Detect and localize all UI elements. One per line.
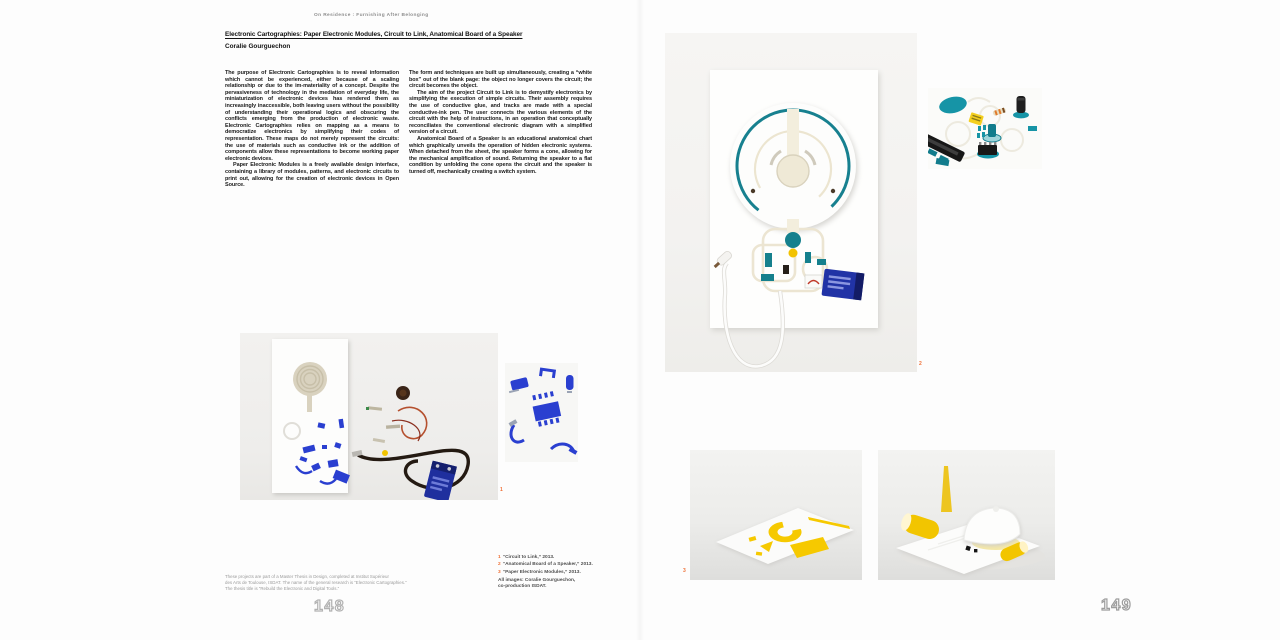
teal-pad-small: [1028, 126, 1037, 131]
caption-number: 3: [498, 569, 501, 575]
yellow-component: [968, 112, 983, 126]
page-number-left: 148: [314, 598, 346, 615]
battery-9v: [821, 269, 864, 301]
credit-line: All images: Coralie Gourguechon,: [498, 578, 576, 584]
image-credit: [498, 578, 643, 590]
figure-3b-illustration: [878, 450, 1055, 580]
figure-3-photo-assembled-speaker: [878, 450, 1055, 580]
figure-1-detail-photo: [505, 363, 578, 462]
figure-1-detail-illustration: [505, 363, 578, 462]
caption-item: [498, 569, 643, 576]
yellow-stick: [941, 466, 952, 512]
figure-1-photo-paper-modules: [240, 333, 498, 500]
pin-pads: [977, 125, 986, 138]
circuit-detail-illustration: [928, 88, 1042, 169]
credit-line: co-production ISDAT.: [498, 584, 547, 590]
caption-number: 2: [498, 562, 501, 568]
circuit-to-link-detail-photo: [928, 88, 1042, 169]
footnote-line: The thesis title is “Rebuild the Electronic and Digital Tools.”: [225, 586, 340, 592]
body-column-2: [409, 70, 592, 176]
white-cone: [964, 506, 1020, 544]
ic-chip: [977, 142, 999, 159]
figure-1-marker: 1: [500, 487, 503, 493]
figure-2-marker: 2: [919, 361, 922, 367]
yellow-tube: [899, 512, 941, 542]
white-sheet: [716, 508, 854, 564]
paragraph: The purpose of Electronic Cartographies is to reveal information which cannot be experienced, either because of a scaling relationship or due to the im-materiality of a concept. Despite the pervasiveness of technology in the mediation of everyday life, the miniaturization of electronic devices has rendered them as increasingly inaccessible, both leaving users without the possibility of understanding their operational logics and obscuring the conflicts emerging from the production of electronic waste. Electronic Cartographies relies on mapping as a means to democratize electronics by simplifying their codes of representation. These maps do not merely represent the circuits: the use of materials such as conductive ink or the addition of components allow these representations to become working paper electronic devices.: [225, 70, 399, 162]
caption-number: 1: [498, 555, 501, 560]
page-gutter: [636, 0, 644, 640]
caption-item: [498, 561, 643, 568]
battery-9v: [424, 461, 457, 500]
real-components: [352, 386, 469, 500]
figure-3-photo-flat-speaker: [690, 450, 862, 580]
caption-text: “Paper Electronic Modules,” 2013.: [502, 569, 581, 575]
teal-pad: [938, 94, 969, 115]
figure-3-illustration: [690, 450, 862, 580]
figure-3-marker: 3: [683, 568, 686, 574]
caption-text: “Circuit to Link,” 2013.: [502, 555, 555, 560]
figure-2-photo-speaker-board: [665, 33, 917, 372]
caption-block: [498, 554, 643, 591]
small-meter: [805, 275, 822, 288]
article-author: Coralie Gourguechon: [225, 43, 291, 50]
paragraph: The form and techniques are built up simultaneously, creating a “white box” out of the blank page: the object no longer covers the circuit; the circuit becomes the object.: [409, 70, 592, 90]
footnote-line: These projects are part of a Master Thesis in Design, completed at Institut Supérieur: [225, 574, 389, 579]
caption-item: [498, 554, 643, 561]
body-column-1: [225, 70, 399, 189]
paragraph: The aim of the project Circuit to Link is to demystify electronics by simplifying the execution of simple circuits. Their assembly requires the use of conductive glue, and tracks are made with a special conductive-ink pen. The user connects the various elements of the circuit with the help of instructions, in an operation that conceptually reconciliates the conventional electronic diagram with a simplified version of a circuit.: [409, 89, 592, 136]
running-head: On Residence : Furnishing After Belonging: [314, 13, 429, 18]
footnote-line: des Arts de Toulouse, ISDAT. The name of the general research is “Electronic Cartographies.”: [225, 580, 407, 586]
figure-2-illustration: [665, 33, 917, 372]
caption-text: “Anatomical Board of a Speaker,” 2013.: [502, 562, 593, 568]
black-dot: [974, 549, 977, 552]
footnote: [225, 574, 440, 593]
paragraph: Anatomical Board of a Speaker is an educational anatomical chart which graphically unveils the operation of hidden electronic systems. When detached from the sheet, the speaker forms a cone, allowing for the mechanical amplification of sound. Returning the speaker to a flat condition by unfolding the cone opens the circuit and the speaker is turned off, mechanically creating a switch system.: [409, 135, 592, 175]
page-number-right: 149: [1101, 597, 1133, 614]
capacitor: [1013, 96, 1029, 118]
printed-blue-parts: [509, 369, 578, 455]
article-title: Electronic Cartographies: Paper Electronic Modules, Circuit to Link, Anatomical Board of a Speaker: [225, 31, 523, 38]
paragraph: Paper Electronic Modules is a freely available design interface, containing a library of modules, patterns, and electronic circuits to print out, allowing for the creation of electronic devices in Open Source.: [225, 162, 399, 189]
figure-1-illustration: [240, 333, 498, 500]
